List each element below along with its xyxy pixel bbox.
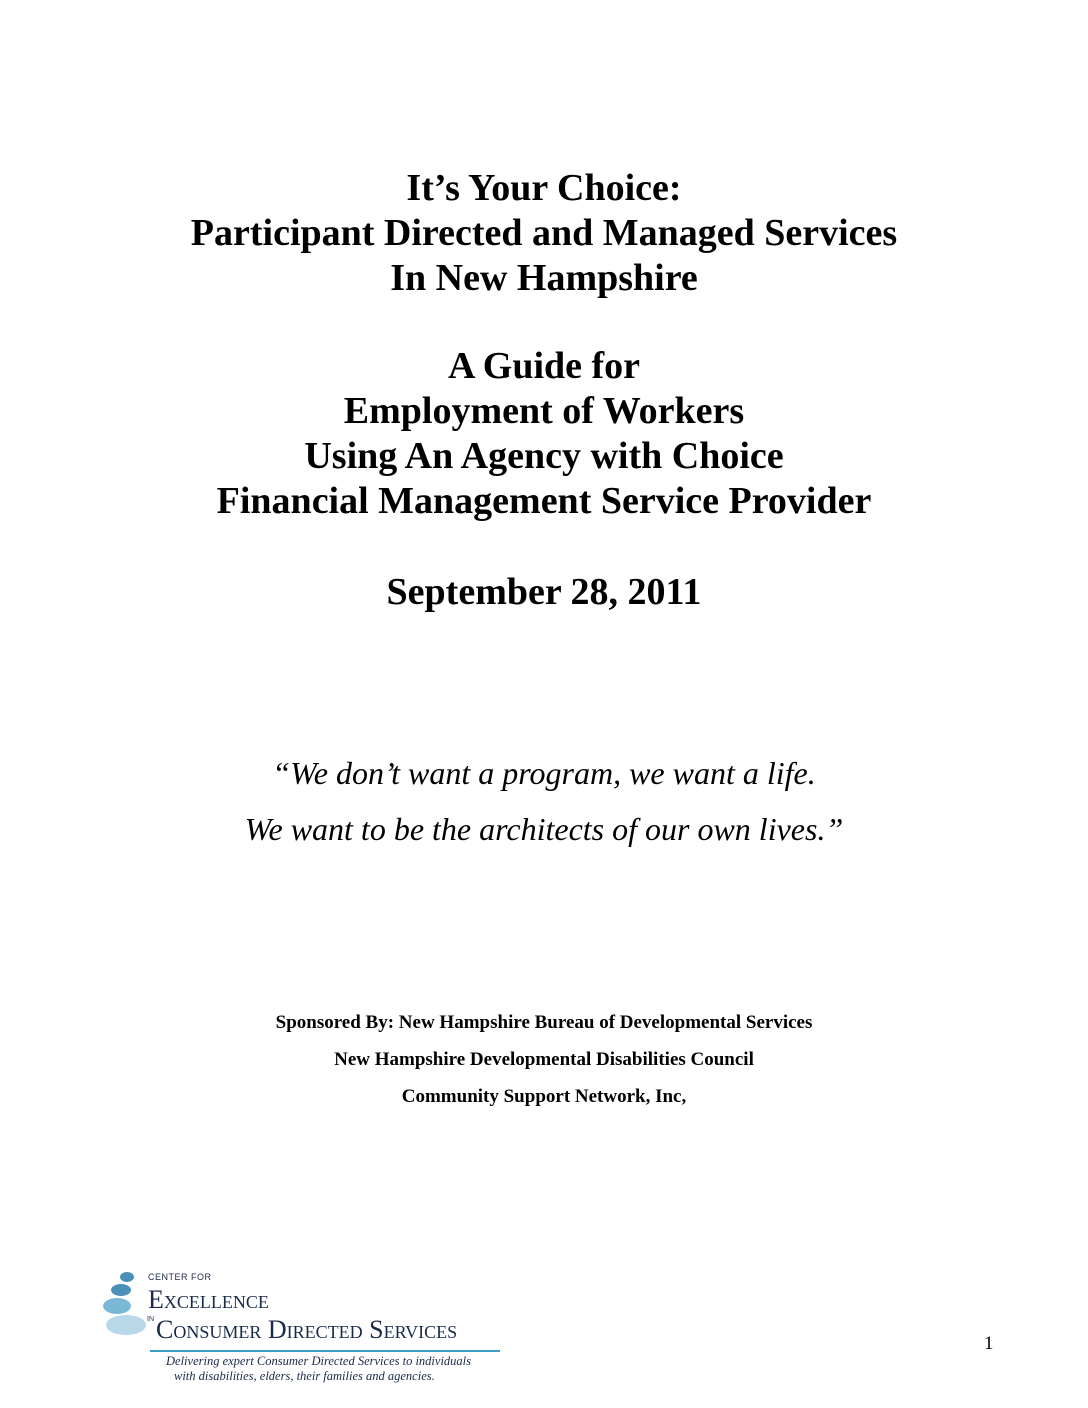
- title-line-2: Participant Directed and Managed Services: [190, 212, 898, 254]
- document-date: September 28, 2011: [386, 571, 702, 613]
- quote: [0, 745, 1088, 857]
- logo-tagline: [166, 1354, 536, 1384]
- logo-bubble-2: [111, 1284, 131, 1296]
- logo-tagline-line-1: Delivering expert Consumer Directed Services to individuals: [166, 1354, 472, 1368]
- logo-center-for: CENTER FOR: [148, 1272, 212, 1282]
- logo-tagline-line-2: with disabilities, elders, their families and agencies.: [174, 1369, 435, 1383]
- subtitle-line-3: Using An Agency with Choice: [304, 435, 784, 477]
- logo-bubble-1: [120, 1272, 134, 1282]
- title-line-3: In New Hampshire: [390, 257, 698, 299]
- page-number: 1: [984, 1333, 994, 1354]
- logo-divider: [150, 1350, 500, 1352]
- quote-line-2: We want to be the architects of our own lives.”: [244, 811, 844, 847]
- sponsor-line-3: Community Support Network, Inc,: [401, 1086, 687, 1107]
- sponsor-line-1: Sponsored By: New Hampshire Bureau of Developmental Services: [275, 1012, 813, 1033]
- logo-excellence: Excellence: [148, 1285, 269, 1314]
- sponsors: [0, 1004, 1088, 1115]
- logo-bubble-4: [106, 1315, 146, 1335]
- document-title: [0, 166, 1088, 301]
- document-subtitle: [0, 344, 1088, 524]
- title-line-1: It’s Your Choice:: [406, 167, 682, 209]
- cecds-logo: [90, 1268, 542, 1394]
- logo-in: IN: [147, 1316, 154, 1323]
- subtitle-line-1: A Guide for: [447, 345, 641, 387]
- quote-line-1: “We don’t want a program, we want a life.: [272, 755, 816, 791]
- sponsor-line-2: New Hampshire Developmental Disabilities Council: [334, 1049, 754, 1070]
- logo-consumer-directed-services: Consumer Directed Services: [156, 1315, 458, 1344]
- subtitle-line-2: Employment of Workers: [343, 390, 745, 432]
- logo-bubble-3: [103, 1298, 131, 1314]
- subtitle-line-4: Financial Management Service Provider: [216, 480, 872, 522]
